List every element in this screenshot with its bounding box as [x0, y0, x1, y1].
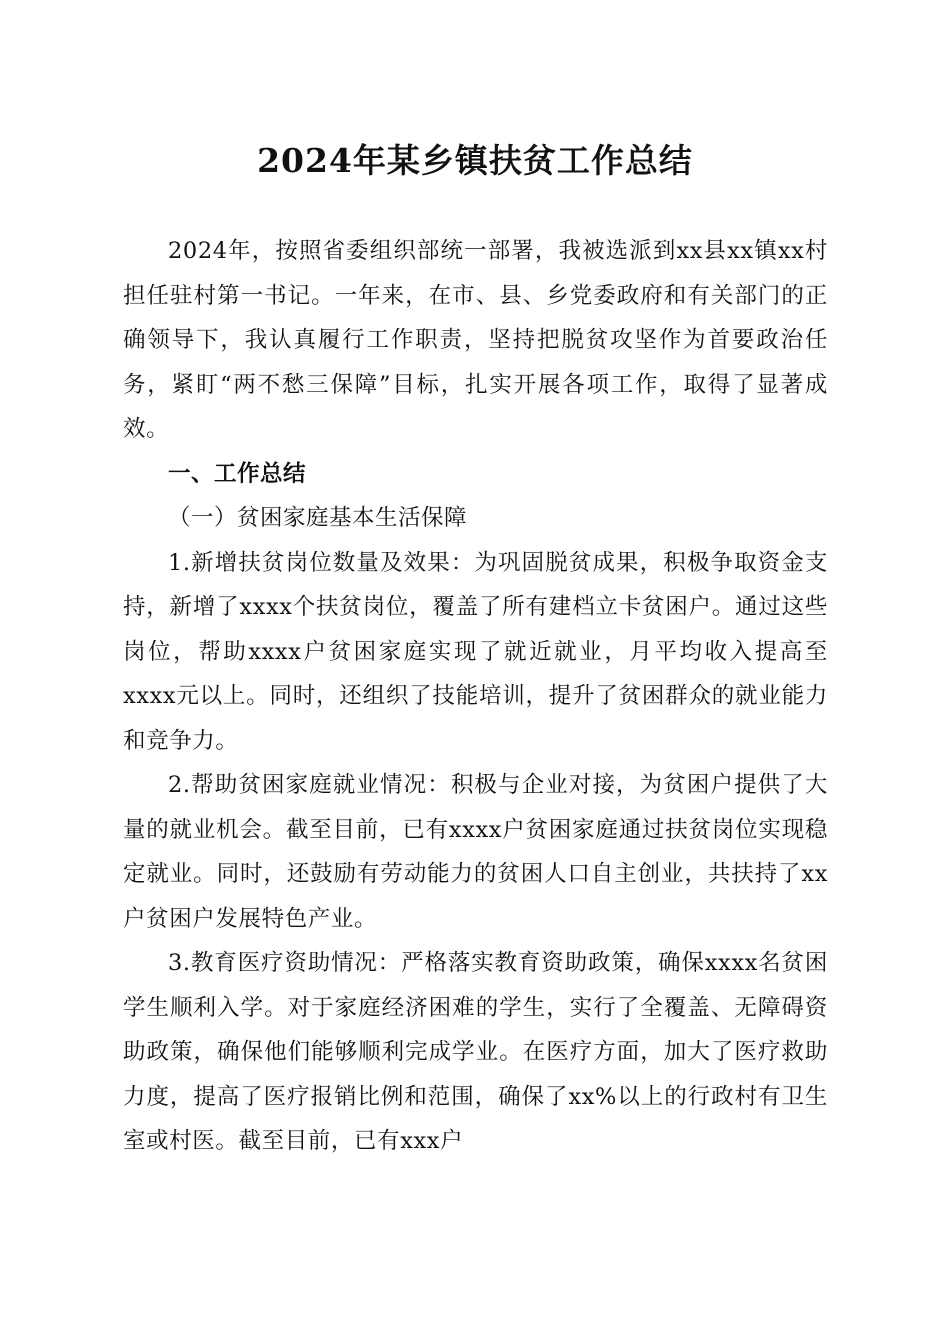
paragraph-item-3: 3.教育医疗资助情况：严格落实教育资助政策，确保xxxx名贫困学生顺利入学。对于家庭经济困难的学生，实行了全覆盖、无障碍资助政策，确保他们能够顺利完成学业。在医疗方面，加大了医疗救助力度，提高了医疗报销比例和范围，确保了xx%以上的行政村有卫生室或村医。截至目前，已有xxx户	[123, 950, 828, 1154]
intro-paragraph: 2024年，按照省委组织部统一部署，我被选派到xx县xx镇xx村担任驻村第一书记。一年来，在市、县、乡党委政府和有关部门的正确领导下，我认真履行工作职责，坚持把脱贫攻坚作为首要政治任务，紧盯“两不愁三保障”目标，扎实开展各项工作，取得了显著成效。	[123, 238, 828, 442]
subsection-heading: （一）贫困家庭基本生活保障	[168, 505, 468, 531]
document-body	[123, 229, 828, 1164]
document-title: 2024年某乡镇扶贫工作总结	[257, 141, 693, 180]
section-heading: 一、工作总结	[168, 460, 307, 487]
paragraph-item-2: 2.帮助贫困家庭就业情况：积极与企业对接，为贫困户提供了大量的就业机会。截至目前，已有xxxx户贫困家庭通过扶贫岗位实现稳定就业。同时，还鼓励有劳动能力的贫困人口自主创业，共扶持了xx户贫困户发展特色产业。	[123, 772, 828, 932]
paragraph-item-1: 1.新增扶贫岗位数量及效果：为巩固脱贫成果，积极争取资金支持，新增了xxxx个扶贫岗位，覆盖了所有建档立卡贫困户。通过这些岗位，帮助xxxx户贫困家庭实现了就近就业，月平均收入提高至xxxx元以上。同时，还组织了技能培训，提升了贫困群众的就业能力和竞争力。	[123, 549, 828, 754]
